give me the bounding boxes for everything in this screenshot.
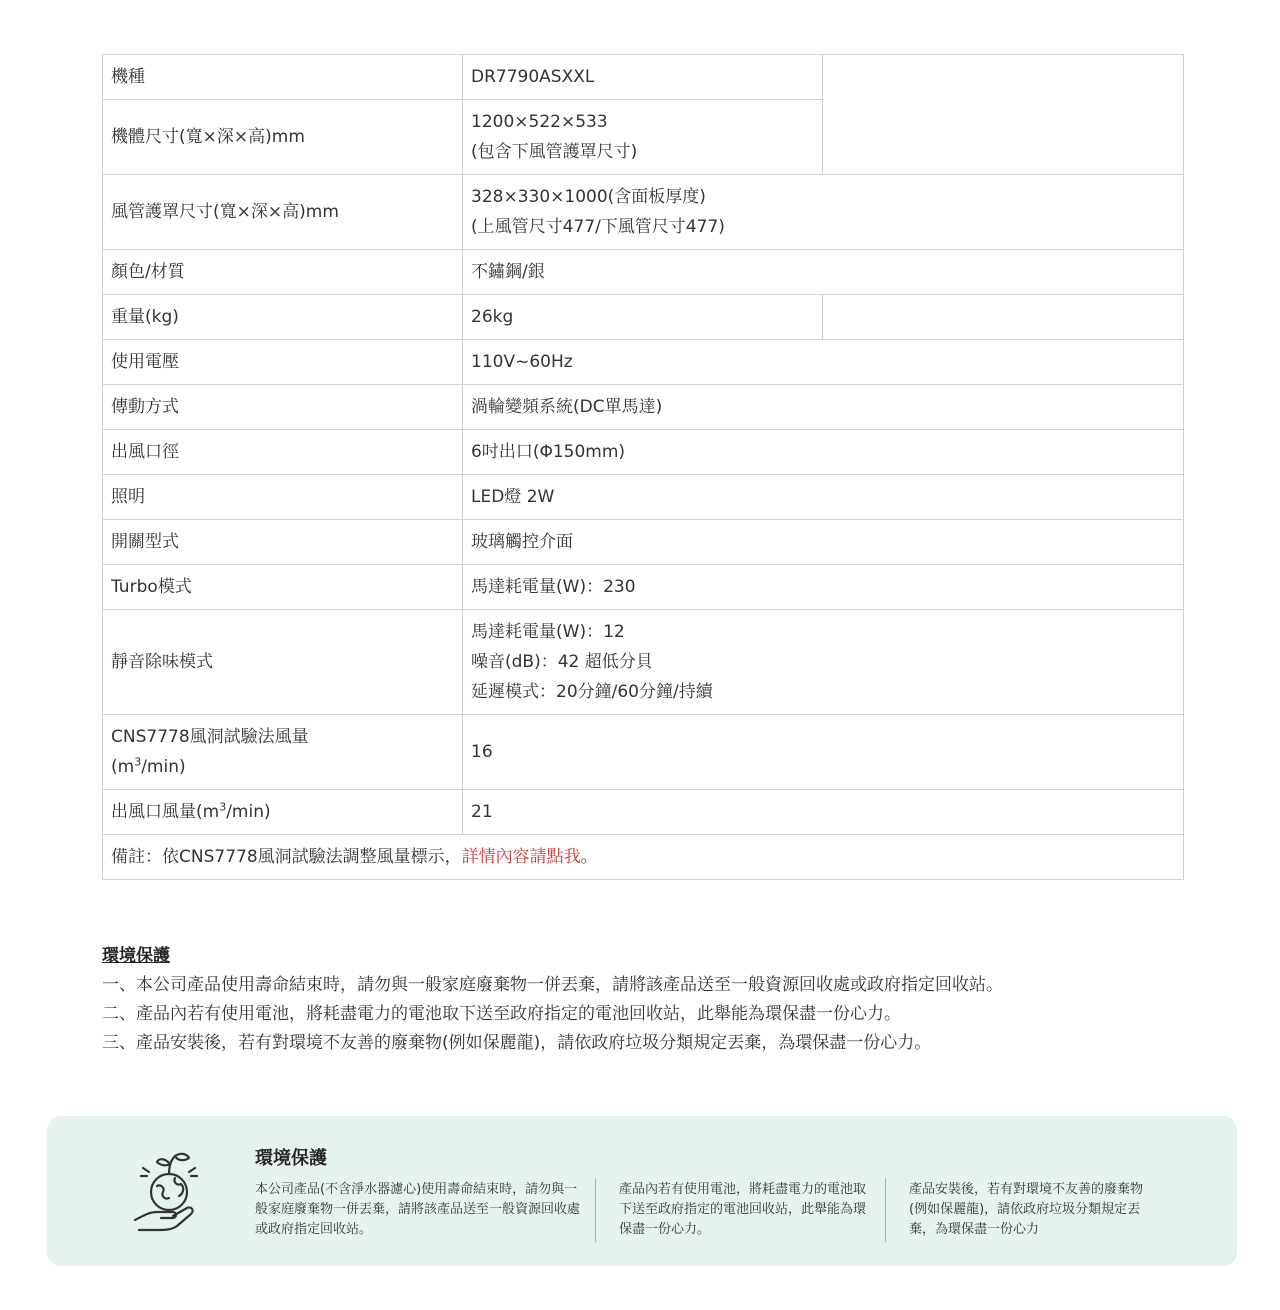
spec-empty-cell: [823, 55, 1184, 175]
spec-label-text: 出風口風量(m: [111, 802, 220, 822]
spec-value: 馬達耗電量(W)：12 噪音(dB)：42 超低分貝 延遲模式：20分鐘/60分鐘/持續: [463, 610, 1184, 715]
table-row: [103, 55, 1184, 100]
environment-section: [102, 942, 1202, 1058]
spec-label-unit: (m: [111, 757, 135, 777]
spec-value: 328×330×1000(含面板厚度) (上風管尺寸477/下風管尺寸477): [463, 175, 1184, 250]
spec-label: 重量(kg): [103, 295, 463, 340]
spec-value: 1200×522×533 (包含下風管護罩尺寸): [463, 100, 823, 175]
spec-label: 風管護罩尺寸(寬×深×高)mm: [103, 175, 463, 250]
spec-label: 傳動方式: [103, 385, 463, 430]
spec-value: 26kg: [463, 295, 823, 340]
hand-plant-icon: [129, 1146, 209, 1232]
spec-value: 6吋出口(Φ150mm): [463, 430, 1184, 475]
spec-label: Turbo模式: [103, 565, 463, 610]
spec-value: LED燈 2W: [463, 475, 1184, 520]
eco-box-title: 環境保護: [255, 1148, 327, 1169]
divider: [885, 1178, 886, 1242]
spec-value: 馬達耗電量(W)：230: [463, 565, 1184, 610]
table-row: [103, 610, 1184, 715]
spec-empty-cell: [823, 295, 1184, 340]
spec-label-unit-end: /min): [226, 802, 271, 822]
spec-label-unit-end: /min): [141, 757, 186, 777]
table-row: [103, 340, 1184, 385]
eco-box-text-1: 本公司產品(不含淨水器濾心)使用壽命結束時，請勿與一般家庭廢棄物一併丟棄，請將該產品送至一般資源回收處或政府指定回收站。: [255, 1182, 581, 1237]
spec-label: 使用電壓: [103, 340, 463, 385]
spec-value: 玻璃觸控介面: [463, 520, 1184, 565]
environment-line: 二、產品內若有使用電池，將耗盡電力的電池取下送至政府指定的電池回收站，此舉能為環保盡一份心力。: [102, 1004, 901, 1024]
table-row: [103, 565, 1184, 610]
environment-line: 三、產品安裝後，若有對環境不友善的廢棄物(例如保麗龍)，請依政府垃圾分類規定丟棄，為環保盡一份心力。: [102, 1033, 932, 1053]
superscript: 3: [219, 800, 227, 814]
note-end: 。: [580, 847, 598, 867]
table-row: [103, 835, 1184, 880]
spec-table: [102, 54, 1184, 880]
note-text: 備註：依CNS7778風洞試驗法調整風量標示，: [111, 847, 462, 867]
spec-label: 機種: [103, 55, 463, 100]
details-link[interactable]: 詳情內容請點我: [461, 847, 581, 867]
spec-value: 渦輪變頻系統(DC單馬達): [463, 385, 1184, 430]
table-row: [103, 430, 1184, 475]
spec-label: 靜音除味模式: [103, 610, 463, 715]
table-row: [103, 715, 1184, 790]
environment-title: 環境保護: [102, 946, 170, 966]
table-row: [103, 250, 1184, 295]
spec-label: 出風口徑: [103, 430, 463, 475]
environment-line: 一、本公司產品使用壽命結束時，請勿與一般家庭廢棄物一併丟棄，請將該產品送至一般資源回收處或政府指定回收站。: [102, 975, 1003, 995]
spec-label: 開關型式: [103, 520, 463, 565]
table-row: [103, 520, 1184, 565]
spec-label: [103, 790, 463, 835]
eco-info-box: [47, 1116, 1237, 1266]
spec-value: 不鏽鋼/銀: [463, 250, 1184, 295]
eco-box-text-3: 產品安裝後，若有對環境不友善的廢棄物(例如保麗龍)，請依政府垃圾分類規定丟棄，為環保盡一份心力: [909, 1182, 1144, 1237]
spec-label-line1: CNS7778風洞試驗法風量: [111, 727, 309, 747]
spec-value: 21: [463, 790, 1184, 835]
eco-box-text-2: 產品內若有使用電池，將耗盡電力的電池取下送至政府指定的電池回收站，此舉能為環保盡一份心力。: [619, 1182, 867, 1237]
spec-label: 機體尺寸(寬×深×高)mm: [103, 100, 463, 175]
superscript: 3: [134, 755, 142, 769]
table-row: [103, 385, 1184, 430]
table-row: [103, 175, 1184, 250]
spec-value: DR7790ASXXL: [463, 55, 823, 100]
spec-label: 照明: [103, 475, 463, 520]
spec-label: 顏色/材質: [103, 250, 463, 295]
table-row: [103, 790, 1184, 835]
table-row: [103, 475, 1184, 520]
spec-value: 16: [463, 715, 1184, 790]
spec-value: 110V~60Hz: [463, 340, 1184, 385]
spec-label: [103, 715, 463, 790]
table-row: [103, 295, 1184, 340]
divider: [595, 1178, 596, 1242]
spec-note: [103, 835, 1184, 880]
